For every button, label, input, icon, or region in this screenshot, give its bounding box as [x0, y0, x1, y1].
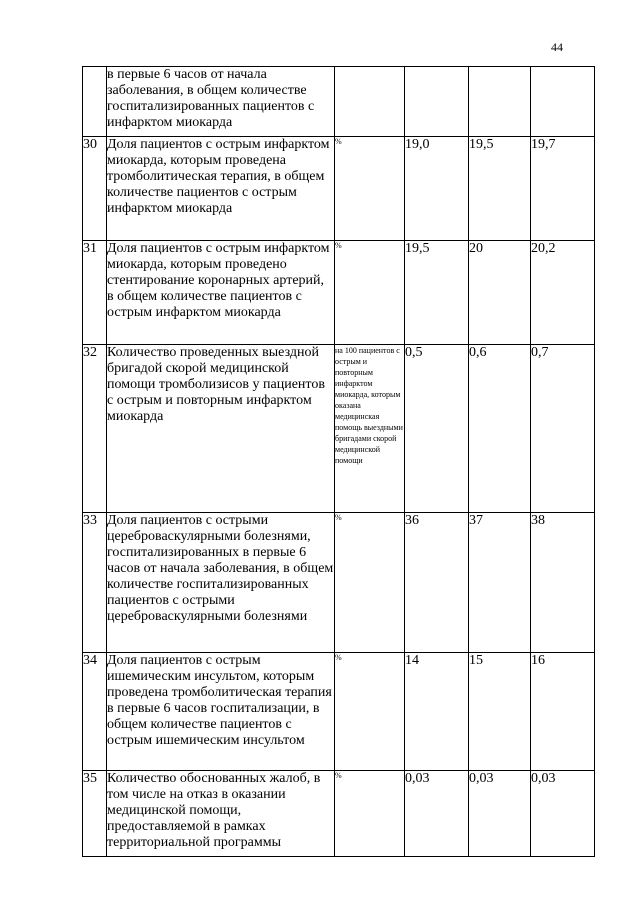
table-row: [83, 653, 595, 771]
indicators-table: [82, 66, 595, 857]
indicator-name: Доля пациентов с острым инфарктом миокарда, которым проведена тромболитическая терапия, в общем количестве пациентов с острым инфарктом миокарда: [107, 137, 335, 241]
value-year-3: 38: [531, 513, 595, 653]
row-number: 31: [83, 241, 107, 345]
value-year-3: 16: [531, 653, 595, 771]
value-year-1: 14: [405, 653, 469, 771]
indicator-name: Доля пациентов с острым инфарктом миокарда, которым проведено стентирование коронарных артерий, в общем количестве пациентов с острым инфарктом миокарда: [107, 241, 335, 345]
row-number: 30: [83, 137, 107, 241]
table-row: [83, 67, 595, 137]
value-year-2: 19,5: [469, 137, 531, 241]
value-year-2: [469, 67, 531, 137]
value-year-1: [405, 67, 469, 137]
indicator-name: Доля пациентов с острым ишемическим инсультом, которым проведена тромболитическая терапия в первые 6 часов госпитализации, в общем количестве пациентов с острым ишемическим инсультом: [107, 653, 335, 771]
unit-cell: на 100 пациентов с острым и повторным инфарктом миокарда, которым оказана медицинская помощь выездными бригадами скорой медицинской помощи: [335, 345, 405, 513]
unit-cell: %: [335, 241, 405, 345]
value-year-1: 0,5: [405, 345, 469, 513]
value-year-2: 20: [469, 241, 531, 345]
row-number: [83, 67, 107, 137]
table-row: [83, 771, 595, 857]
unit-cell: %: [335, 653, 405, 771]
value-year-1: 19,5: [405, 241, 469, 345]
unit-cell: [335, 67, 405, 137]
value-year-1: 36: [405, 513, 469, 653]
row-number: 35: [83, 771, 107, 857]
row-number: 34: [83, 653, 107, 771]
indicator-name: Количество проведенных выездной бригадой скорой медицинской помощи тромболизисов у пациентов с острым и повторным инфарктом миокарда: [107, 345, 335, 513]
unit-cell: %: [335, 771, 405, 857]
indicator-name: Количество обоснованных жалоб, в том числе на отказ в оказании медицинской помощи, предоставляемой в рамках территориальной программы: [107, 771, 335, 857]
value-year-2: 15: [469, 653, 531, 771]
value-year-1: 19,0: [405, 137, 469, 241]
unit-cell: %: [335, 513, 405, 653]
unit-cell: %: [335, 137, 405, 241]
value-year-2: 0,03: [469, 771, 531, 857]
indicator-name: в первые 6 часов от начала заболевания, в общем количестве госпитализированных пациентов с инфарктом миокарда: [107, 67, 335, 137]
value-year-1: 0,03: [405, 771, 469, 857]
value-year-3: 19,7: [531, 137, 595, 241]
table-row: [83, 241, 595, 345]
page-number: 44: [551, 40, 563, 54]
indicator-name: Доля пациентов с острыми цереброваскулярными болезнями, госпитализированных в первые 6 часов от начала заболевания, в общем количестве госпитализированных пациентов с острыми цереброваскулярными болезнями: [107, 513, 335, 653]
value-year-3: [531, 67, 595, 137]
value-year-3: 0,7: [531, 345, 595, 513]
row-number: 32: [83, 345, 107, 513]
table-row: [83, 513, 595, 653]
value-year-2: 0,6: [469, 345, 531, 513]
value-year-2: 37: [469, 513, 531, 653]
table-row: [83, 345, 595, 513]
row-number: 33: [83, 513, 107, 653]
value-year-3: 0,03: [531, 771, 595, 857]
value-year-3: 20,2: [531, 241, 595, 345]
table-row: [83, 137, 595, 241]
